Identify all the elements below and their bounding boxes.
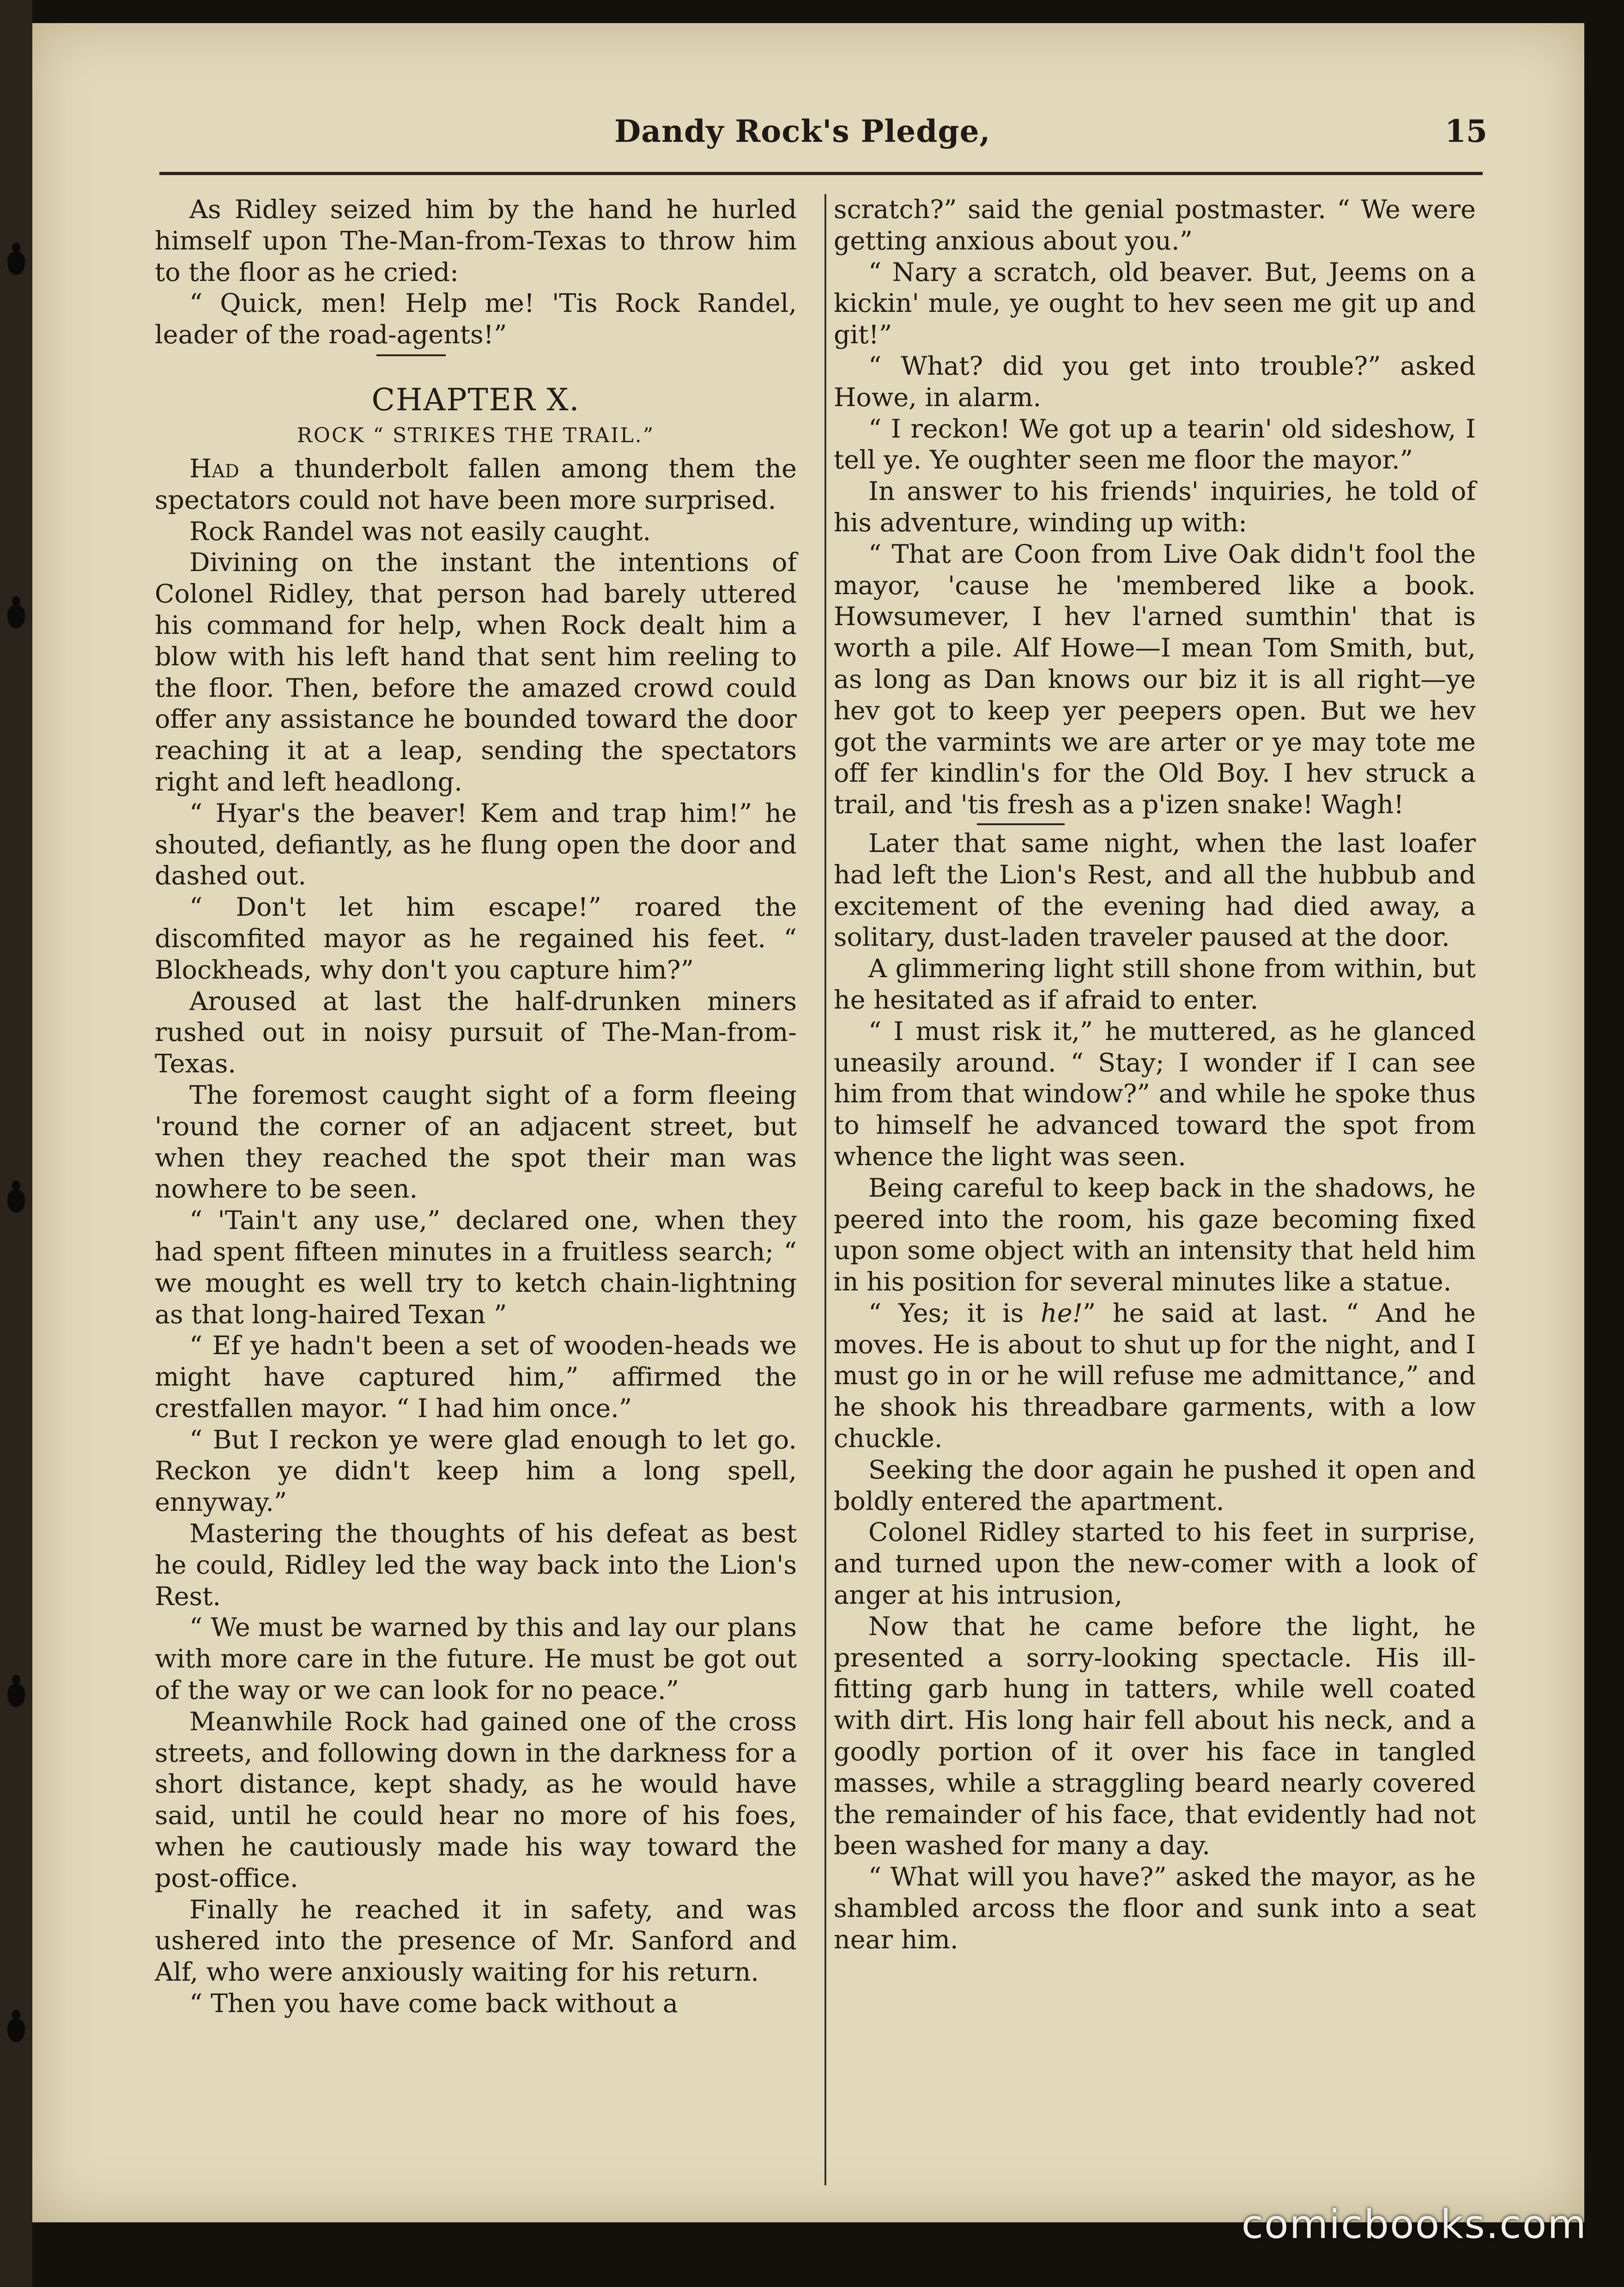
binding-stitch <box>7 2019 25 2042</box>
paragraph: The foremost caught sight of a form fleeing 'round the corner of an adjacent street, but when they reached the spot their man was nowhere to be seen. <box>155 1080 797 1204</box>
paragraph: “ Nary a scratch, old beaver. But, Jeems on a kickin' mule, ye ought to hev seen me git up and git!” <box>834 257 1476 350</box>
page-number: 15 <box>1445 113 1487 149</box>
paragraph: Meanwhile Rock had gained one of the cross streets, and following down in the darkness for a short distance, kept shady, as he would have said, until he could hear no more of his foes, when he cautiously made his way toward the post-office. <box>155 1706 797 1893</box>
binding-stitch <box>7 252 25 275</box>
paragraph: “ Quick, men! Help me! 'Tis Rock Randel, leader of the road-agents!” <box>155 288 797 350</box>
page-header <box>134 113 1487 164</box>
paragraph: Rock Randel was not easily caught. <box>189 516 651 547</box>
chapter-number: CHAPTER X. <box>371 382 580 418</box>
running-title: Dandy Rock's Pledge, <box>614 113 991 149</box>
paragraph: scratch?” said the genial postmaster. “ We were getting anxious about you.” <box>834 195 1476 256</box>
paragraph: Had a thunderbolt fallen among them the spectators could not have been more surprised. <box>155 453 797 515</box>
paragraph: A glimmering light still shone from within, but he hesitated as if afraid to enter. <box>834 954 1476 1015</box>
paragraph: Now that he came before the light, he presented a sorry-looking spectacle. His ill-fitting garb hung in tatters, while well coated with dirt. His long hair fell about his neck, and a goodly portion of it over his face in tangled masses, while a straggling beard nearly covered the remainder of his face, that evidently had not been washed for many a day. <box>834 1611 1476 1861</box>
paragraph: Mastering the thoughts of his defeat as best he could, Ridley led the way back into the Lion's Rest. <box>155 1519 797 1612</box>
left-column <box>155 194 797 2019</box>
paragraph: “ Then you have come back without a <box>189 1989 678 2019</box>
dropcap-word: Had <box>189 453 239 484</box>
paragraph: “ I reckon! We got up a tearin' old sideshow, I tell ye. Ye oughter seen me floor the mayor.” <box>834 414 1476 475</box>
book-binding <box>0 0 32 2287</box>
header-rule <box>159 172 1483 175</box>
binding-stitch <box>7 605 25 628</box>
paragraph: “ 'Tain't any use,” declared one, when they had spent fifteen minutes in a fruitless search; “ we mought es well try to ketch chain-lightning as that long-haired Texan ” <box>155 1205 797 1330</box>
binding-stitch <box>7 1684 25 1707</box>
paragraph: “ Ef ye hadn't been a set of wooden-heads we might have captured him,” affirmed the crestfallen mayor. “ I had him once.” <box>155 1331 797 1423</box>
column-divider <box>824 194 826 2185</box>
paragraph: In answer to his friends' inquiries, he told of his adventure, winding up with: <box>834 476 1476 538</box>
paragraph: “ I must risk it,” he muttered, as he glanced uneasily around. “ Stay; I wonder if I can see him from that window?” and while he spoke thus to himself he advanced toward the spot from whence the light was seen. <box>834 1016 1476 1172</box>
paragraph: “ Don't let him escape!” roared the discomfited mayor as he regained his feet. “ Blockheads, why don't you capture him?” <box>155 892 797 985</box>
section-break-rule <box>977 823 1065 825</box>
paragraph: Aroused at last the half-drunken miners rushed out in noisy pursuit of The-Man-from-Texas. <box>155 986 797 1079</box>
watermark: comicbooks.com <box>1241 2202 1587 2248</box>
paragraph: “ We must be warned by this and lay our plans with more care in the future. He must be got out of the way or we can look for no peace.” <box>155 1612 797 1706</box>
right-column <box>834 194 1476 1956</box>
emphasis: he! <box>1040 1298 1083 1328</box>
paragraph: “ What will you have?” asked the mayor, as he shambled arcoss the floor and sunk into a seat near him. <box>834 1862 1476 1955</box>
paragraph: “ Yes; it is he!” he said at last. “ And he moves. He is about to shut up for the night, and I must go in or he will refuse me admittance,” and he shook his threadbare garments, with a low chuckle. <box>834 1298 1476 1454</box>
paragraph: “ But I reckon ye were glad enough to let go. Reckon ye didn't keep him a long spell, ennyway.” <box>155 1424 797 1518</box>
paragraph: Seeking the door again he pushed it open and boldly entered the apartment. <box>834 1454 1476 1516</box>
binding-stitch <box>7 1190 25 1213</box>
paragraph: “ That are Coon from Live Oak didn't fool the mayor, 'cause he 'membered like a book. Howsumever, I hev l'arned sumthin' that is worth a pile. Alf Howe—I mean Tom Smith, but, as long as Dan knows our biz it is all right—ye hev got to keep yer peepers open. But we hev got the varmints we are arter or ye may tote me off fer kindlin's for the Old Boy. I hev struck a trail, and 'tis fresh as a p'izen snake! Wagh! <box>834 539 1476 820</box>
divider-rule <box>376 354 446 356</box>
paragraph: Colonel Ridley started to his feet in surprise, and turned upon the new-comer with a look of anger at his intrusion, <box>834 1517 1476 1611</box>
paragraph: Later that same night, when the last loafer had left the Lion's Rest, and all the hubbub and excitement of the evening had died away, a solitary, dust-laden traveler paused at the door. <box>834 828 1476 953</box>
paragraph: “ Hyar's the beaver! Kem and trap him!” he shouted, defiantly, as he flung open the door and dashed out. <box>155 798 797 891</box>
paragraph: As Ridley seized him by the hand he hurled himself upon The-Man-from-Texas to throw him to the floor as he cried: <box>155 195 797 287</box>
chapter-title: ROCK “ STRIKES THE TRAIL.” <box>297 423 655 447</box>
paragraph: “ What? did you get into trouble?” asked Howe, in alarm. <box>834 351 1476 413</box>
paragraph: Finally he reached it in safety, and was ushered into the presence of Mr. Sanford and Alf, who were anxiously waiting for his return. <box>155 1894 797 1988</box>
paragraph: Being careful to keep back in the shadows, he peered into the room, his gaze becoming fixed upon some object with an intensity that held him in his position for several minutes like a statue. <box>834 1173 1476 1297</box>
paragraph: Divining on the instant the intentions of Colonel Ridley, that person had barely uttered his command for help, when Rock dealt him a blow with his left hand that sent him reeling to the floor. Then, before the amazed crowd could offer any assistance he bounded toward the door reaching it at a leap, sending the spectators right and left headlong. <box>155 547 797 797</box>
